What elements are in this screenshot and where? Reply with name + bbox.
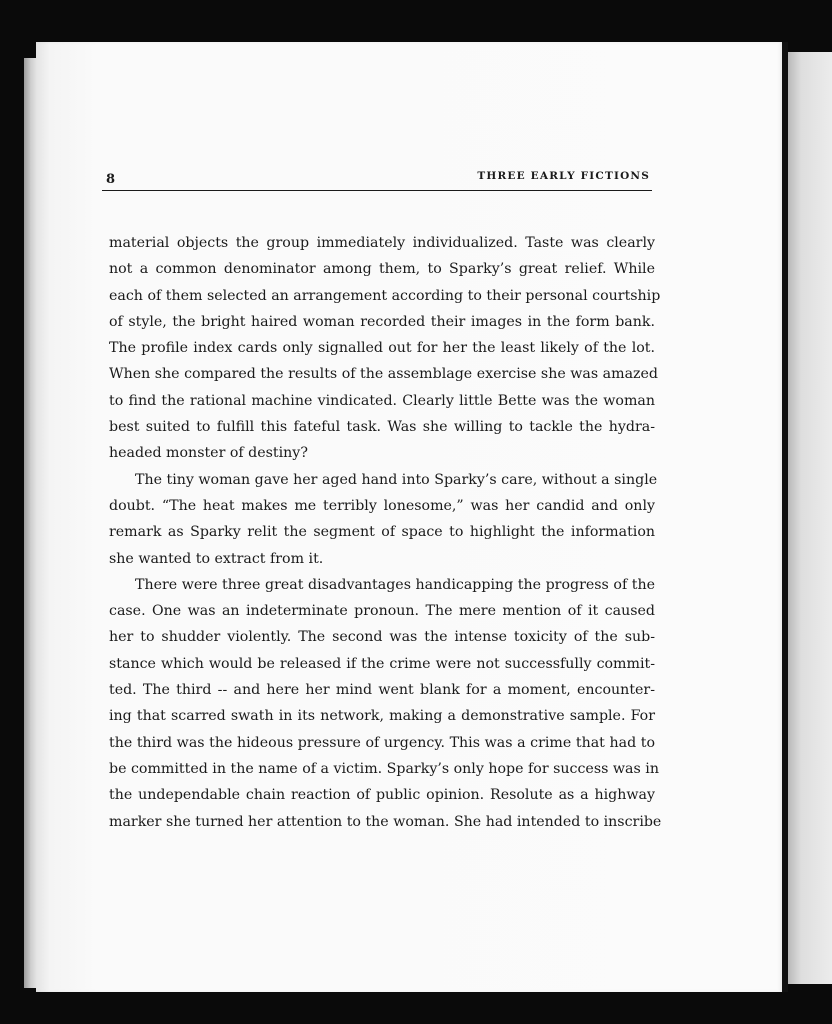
paragraph (109, 467, 658, 572)
text-line: doubt. “The heat makes me terribly lonesome,” was her candid and only (109, 497, 655, 514)
page-number: 8 (106, 172, 116, 187)
text-line: to find the rational machine vindicated. Clearly little Bette was the woman (109, 392, 655, 409)
text-line: best suited to fulfill this fateful task. Was she willing to tackle the hydra- (109, 419, 655, 436)
text-line: each of them selected an arrangement according to their personal courtship (109, 287, 661, 304)
text-line: headed monster of destiny? (109, 445, 308, 462)
paragraph (109, 230, 661, 467)
text-line: The profile index cards only signalled out for her the least likely of the lot. (109, 340, 655, 357)
text-line: case. One was an indeterminate pronoun. The mere mention of it caused (109, 603, 655, 620)
text-line: stance which would be released if the crime were not successfully commit- (109, 655, 655, 672)
book-title: THREE EARLY FICTIONS (477, 170, 650, 182)
text-line: remark as Sparky relit the segment of space to highlight the information (109, 524, 655, 541)
text-line: of style, the bright haired woman recorded their images in the form bank. (109, 313, 655, 330)
body-text (109, 230, 662, 835)
text-line: There were three great disadvantages handicapping the progress of the (135, 576, 655, 593)
text-line: ing that scarred swath in its network, making a demonstrative sample. For (109, 708, 655, 725)
text-line: the third was the hideous pressure of urgency. This was a crime that had to (109, 734, 655, 751)
text-line: be committed in the name of a victim. Sparky’s only hope for success was in (109, 760, 659, 777)
text-line: the undependable chain reaction of public opinion. Resolute as a highway (109, 787, 655, 804)
facing-page-edge (788, 52, 832, 984)
running-head (102, 170, 652, 191)
text-line: her to shudder violently. The second was the intense toxicity of the sub- (109, 629, 655, 646)
text-line: ted. The third -- and here her mind went blank for a moment, encounter- (109, 682, 655, 699)
paragraph (109, 572, 662, 835)
text-line: marker she turned her attention to the woman. She had intended to inscribe (109, 813, 662, 830)
text-line: she wanted to extract from it. (109, 550, 324, 567)
text-line: material objects the group immediately individualized. Taste was clearly (109, 235, 655, 251)
text-line: The tiny woman gave her aged hand into Sparky’s care, without a single (135, 471, 658, 488)
spine-gap (782, 42, 788, 992)
text-line: When she compared the results of the assemblage exercise she was amazed (109, 366, 658, 383)
text-line: not a common denominator among them, to Sparky’s great relief. While (109, 261, 655, 278)
